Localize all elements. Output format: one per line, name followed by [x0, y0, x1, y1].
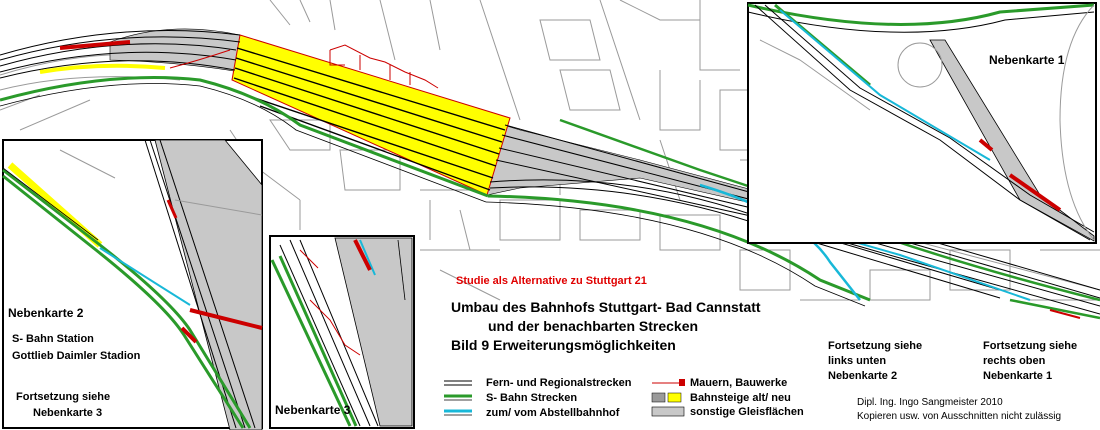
inset-2-continuation-line1: Fortsetzung siehe — [16, 391, 111, 403]
continuation-right-line2: rechts oben — [983, 355, 1046, 367]
legend-depot: zum/ vom Abstellbahnhof — [486, 407, 620, 419]
legend-swatch-walls — [652, 379, 685, 386]
credits-author: Dipl. Ing. Ingo Sangmeister 2010 — [857, 397, 1003, 408]
legend-swatch-sbahn — [444, 396, 472, 400]
legend-swatch-other-tracks — [652, 407, 684, 416]
legend-long-distance: Fern- und Regionalstrecken — [486, 377, 632, 389]
legend-sbahn: S- Bahn Strecken — [486, 392, 578, 404]
continuation-left-line2: links unten — [828, 355, 887, 367]
legend-swatch-long-distance — [444, 381, 472, 385]
legend-swatch-depot — [444, 411, 472, 415]
continuation-left-line1: Fortsetzung siehe — [828, 340, 923, 352]
continuation-right-line3: Nebenkarte 1 — [983, 370, 1053, 382]
station-label-line2: Gottlieb Daimler Stadion — [12, 350, 141, 362]
continuation-left-line3: Nebenkarte 2 — [828, 370, 898, 382]
legend-other-tracks: sonstige Gleisflächen — [690, 406, 804, 418]
study-note: Studie als Alternative zu Stuttgart 21 — [456, 275, 647, 287]
inset-2-label: Nebenkarte 2 — [8, 306, 84, 320]
credits-copyright: Kopieren usw. von Ausschnitten nicht zulässig — [857, 411, 1062, 422]
station-label-line1: S- Bahn Station — [12, 333, 94, 345]
inset-3-label: Nebenkarte 3 — [275, 403, 351, 417]
inset-2-continuation-line2: Nebenkarte 3 — [33, 407, 103, 419]
legend-walls: Mauern, Bauwerke — [690, 377, 788, 389]
legend-platforms: Bahnsteige alt/ neu — [690, 392, 791, 404]
inset-1-label: Nebenkarte 1 — [989, 53, 1065, 67]
map-title-line2: und der benachbarten Strecken — [488, 318, 699, 334]
legend-swatch-platforms — [652, 393, 681, 402]
continuation-right-line1: Fortsetzung siehe — [983, 340, 1078, 352]
map-title-line3: Bild 9 Erweiterungsmöglichkeiten — [451, 337, 676, 353]
map-title-line1: Umbau des Bahnhofs Stuttgart- Bad Cannstatt — [451, 299, 761, 315]
